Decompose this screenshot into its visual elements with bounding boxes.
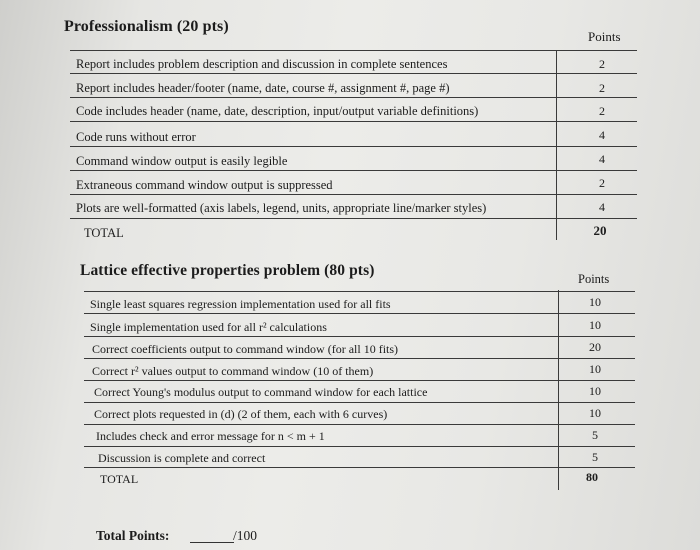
criterion-points: 10 [589,362,601,376]
total-points: 80 [586,470,598,484]
criterion-points: 2 [599,176,605,190]
criterion-points: 2 [599,81,605,95]
row-divider [84,358,635,359]
row-divider [84,424,635,425]
row-divider [70,218,637,219]
criterion-label: Includes check and error message for n < m + 1 [96,429,325,443]
row-divider [70,170,637,171]
criterion-points: 5 [592,450,598,464]
row-divider [70,194,637,195]
criterion-points: 2 [599,104,605,118]
criterion-points: 5 [592,428,598,442]
professionalism-top-rule [70,50,637,51]
row-divider [70,146,637,147]
total-points: 20 [593,223,607,238]
row-divider [70,73,637,74]
professionalism-title: Professionalism (20 pts) [64,18,229,35]
criterion-points: 4 [599,152,605,166]
criterion-points: 10 [589,406,601,420]
professionalism-column-divider [556,50,557,240]
criterion-label: Command window output is easily legible [76,154,288,168]
total-points-label: Total Points: [96,528,170,543]
lattice-title: Lattice effective properties problem (80 pts) [80,262,375,279]
criterion-points: 10 [589,318,601,332]
criterion-label: Correct r² values output to command window (10 of them) [92,364,374,378]
criterion-points: 2 [599,57,605,71]
row-divider [84,446,635,447]
criterion-label: Extraneous command window output is suppressed [76,178,333,192]
row-divider [84,467,635,468]
criterion-label: Correct plots requested in (d) (2 of them, each with 6 curves) [94,407,388,421]
criterion-points: 4 [599,128,605,142]
criterion-points: 10 [589,384,601,398]
row-divider [70,97,637,98]
criterion-label: Single least squares regression implementation used for all fits [90,297,391,311]
criterion-label: Correct coefficients output to command window (for all 10 fits) [92,342,399,356]
total-label: TOTAL [100,472,139,486]
criterion-label: Code includes header (name, date, description, input/output variable definitions) [76,104,479,118]
row-divider [84,402,635,403]
criterion-points: 10 [589,295,601,309]
criterion-label: Discussion is complete and correct [98,451,266,465]
total-points-blank[interactable] [190,542,234,543]
lattice-top-rule [84,291,635,292]
row-divider [84,380,635,381]
criterion-label: Plots are well-formatted (axis labels, legend, units, appropriate line/marker styles) [76,201,487,215]
professionalism-points-header: Points [588,29,621,44]
criterion-points: 4 [599,200,605,214]
row-divider [84,336,635,337]
criterion-label: Report includes problem description and discussion in complete sentences [76,57,448,71]
criterion-label: Single implementation used for all r² calculations [90,320,327,334]
lattice-column-divider [558,290,559,490]
criterion-label: Report includes header/footer (name, date, course #, assignment #, page #) [76,81,450,95]
row-divider [84,313,635,314]
criterion-label: Code runs without error [76,130,196,144]
total-label: TOTAL [84,226,124,240]
criterion-label: Correct Young's modulus output to command window for each lattice [94,385,428,399]
row-divider [70,121,637,122]
lattice-points-header: Points [578,272,610,286]
criterion-points: 20 [589,340,601,354]
total-points-suffix: /100 [233,528,258,543]
